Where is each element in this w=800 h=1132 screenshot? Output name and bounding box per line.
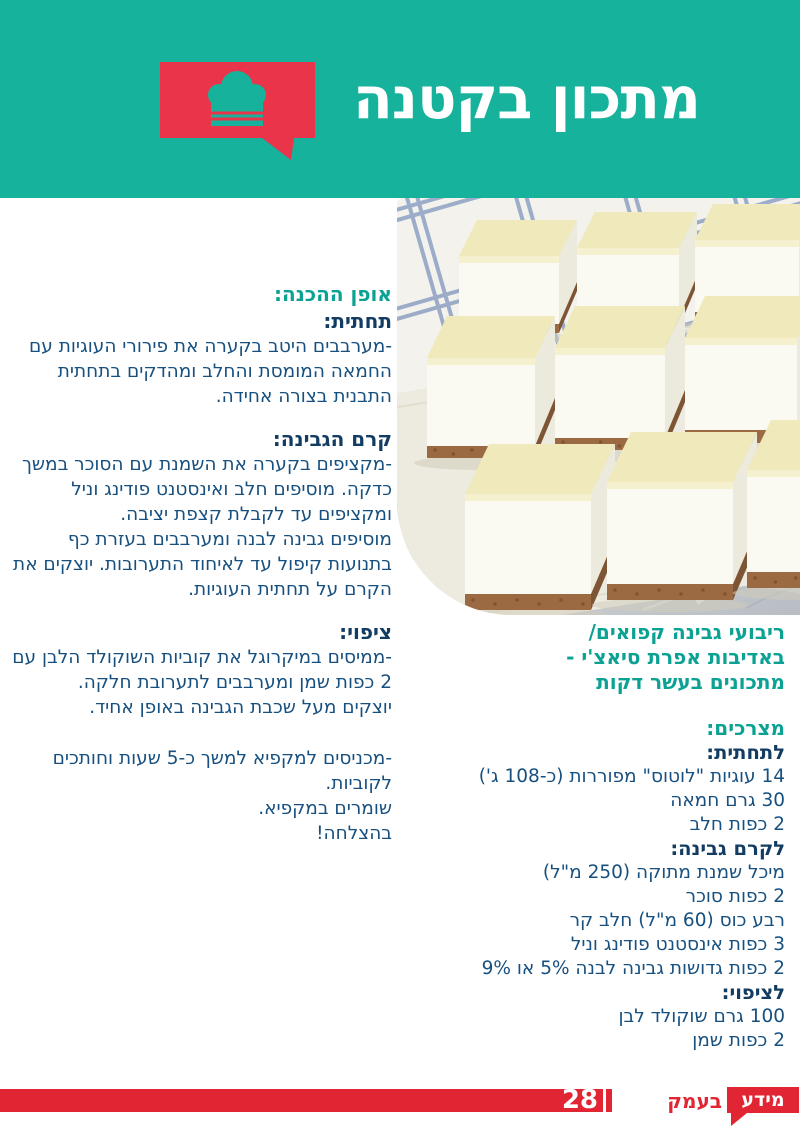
footer-logo [669, 1087, 799, 1127]
brand-logo [158, 61, 328, 176]
ingredient-item: 2 כפות חלב [689, 814, 785, 835]
closing-line: בהצלחה! [316, 823, 392, 844]
footer-logo-box-word: מידע [727, 1087, 799, 1113]
footer-logo-side-word: בעמק [667, 1089, 722, 1113]
ingredient-group-cream [403, 837, 785, 981]
page-number: 28 [561, 1085, 598, 1115]
prep-step-cream [12, 426, 392, 602]
step-paragraph: -מערבבים היטב בקערה את פירורי העוגיות עם החמאה המומסת והחלב ומהדקים בתחתית התבנית בצורה אחידה. [29, 336, 392, 407]
ingredient-group-glaze [403, 981, 785, 1053]
step-paragraph: -מקציפים בקערה את השמנת עם הסוכר במשך כדקה. מוסיפים חלב ואינסטנט פודינג וניל ומקציפים עד לקבלת קצפת יציבה. [21, 454, 392, 525]
step-paragraph: מוסיפים גבינה לבנה ומערבבים בעזרת כף בתנועות קיפול עד לאיחוד התערובות. יוצקים את הקרם על תחתית העוגיות. [13, 529, 392, 600]
ingredient-item: 30 גרם חמאה [670, 790, 785, 811]
ingredient-item: 3 כפות אינסטנט פודינג וניל [570, 934, 785, 955]
step-title: קרם הגבינה: [272, 427, 392, 451]
recipe-photo [397, 198, 800, 615]
ingredients-heading: מצרכים: [706, 716, 785, 740]
footer-bar [0, 1085, 612, 1115]
recipe-title-line: ריבועי גבינה קפואים/ [588, 620, 785, 644]
ingredient-group-title: לקרם גבינה: [670, 837, 785, 860]
header-band [0, 0, 800, 198]
ingredient-item: 14 עוגיות "לוטוס" מפוררות (כ-108 ג') [478, 766, 785, 787]
prep-closing [12, 746, 392, 846]
footer-notch [603, 1089, 606, 1112]
speech-bubble-tail-icon [731, 1113, 747, 1126]
step-paragraph: יוצקים מעל שכבת הגבינה באופן אחיד. [89, 697, 392, 718]
ingredient-item: מיכל שמנת מתוקה (250 מ"ל) [542, 862, 785, 883]
step-title: תחתית: [323, 309, 392, 333]
chef-hat-speech-bubble-icon [158, 61, 328, 176]
ingredient-item: רבע כוס (60 מ"ל) חלב קר [569, 910, 785, 931]
step-title: ציפוי: [339, 620, 392, 644]
ingredient-item: 2 כפות גדושות גבינה לבנה 5% או 9% [481, 958, 785, 979]
ingredients-column [403, 620, 785, 1053]
prep-step-base [12, 308, 392, 409]
ingredient-item: 100 גרם שוקולד לבן [618, 1006, 785, 1027]
page-title: מתכון בקטנה [352, 64, 700, 132]
closing-line: שומרים במקפיא. [258, 798, 392, 819]
prep-heading: אופן ההכנה: [273, 282, 392, 306]
cheesecake-cubes [414, 204, 800, 615]
ingredient-item: 2 כפות סוכר [685, 886, 785, 907]
ingredient-item: 2 כפות שמן [692, 1030, 785, 1051]
step-paragraph: -ממיסים במיקרוגל את קוביות השוקולד הלבן עם 2 כפות שמן ומערבבים לתערובת חלקה. [12, 647, 392, 693]
recipe-title-line: מתכונים בעשר דקות [596, 670, 785, 694]
closing-line: -מכניסים למקפיא למשך כ-5 שעות וחותכים לקוביות. [52, 748, 392, 794]
prep-step-glaze [12, 619, 392, 720]
ingredient-group-title: לציפוי: [721, 981, 785, 1004]
ingredient-group-base [403, 741, 785, 837]
prep-column [12, 281, 392, 846]
recipe-title-line: באדיבות אפרת סיאצ'י - [566, 645, 785, 669]
ingredient-group-title: לתחתית: [706, 741, 785, 764]
